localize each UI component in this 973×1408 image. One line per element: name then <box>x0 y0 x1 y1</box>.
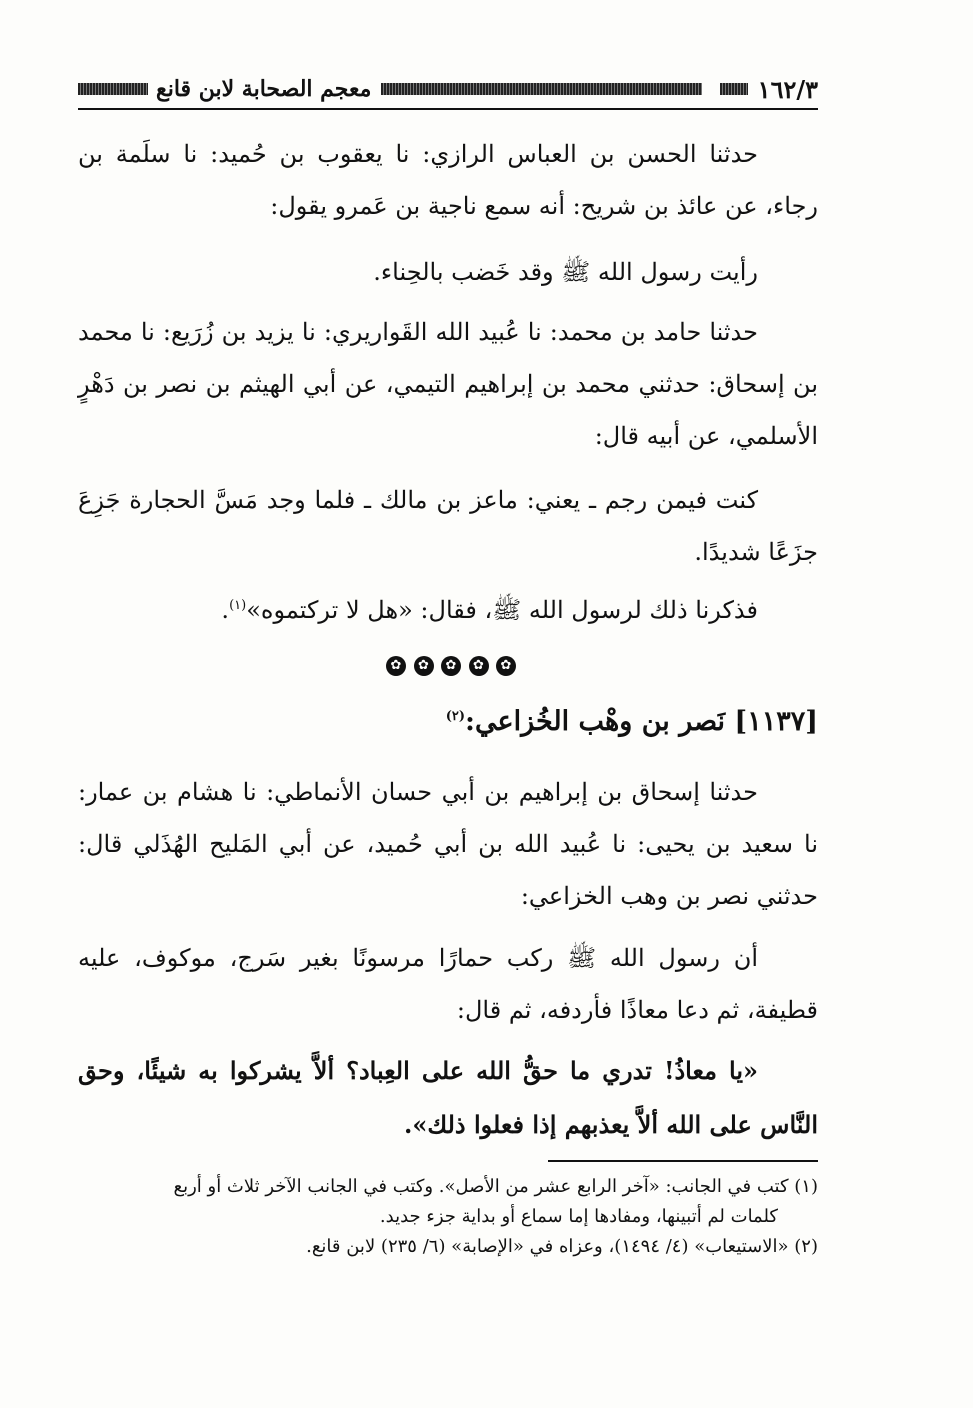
entry-title: [١١٣٧] نَصر بن وهْب الخُزاعي: <box>465 706 818 737</box>
star-ornament-icon: ✿ <box>414 656 434 676</box>
footnote-1: (١) كتب في الجانب: «آخر الرابع عشر من الأصل». وكتب في الجانب الآخر ثلاث أو أربع <box>173 1176 818 1197</box>
star-ornament-icon: ✿ <box>441 656 461 676</box>
footnote-separator <box>548 1160 818 1162</box>
hadith-text-paragraph: كنت فيمن رجم ـ يعني: ماعز بن مالك ـ فلما وجد مَسَّ الحجارة جَزِعَ جزَعًا شديدًا. <box>78 486 818 566</box>
star-ornament-icon: ✿ <box>496 656 516 676</box>
header-ornament-bar <box>381 83 701 95</box>
footnote-2: (٢) «الاستيعاب» (٤/ ١٤٩٤)، وعزاه في «الإصابة» (٦/ ٢٣٥) لابن قانع. <box>306 1236 818 1257</box>
hadith-chain-paragraph: حدثنا حامد بن محمد: نا عُبيد الله القَواريري: نا يزيد بن زُرَيع: نا محمد بن إسحاق: حدثني محمد بن إبراهيم التيمي، عن أبي الهيثم بن نصر بن دَهْرٍ الأسلمي، عن أبيه قال: <box>78 318 818 450</box>
entry-heading <box>78 696 818 748</box>
header-rule <box>78 108 818 110</box>
hadith-quote-paragraph: «يا معاذُ! تدري ما حقُّ الله على العِباد؟ ألاَّ يشركوا به شيئًا، وحق النَّاس على الله ألاَّ يعذبهم إذا فعلوا ذلك». <box>78 1056 818 1139</box>
hadith-text-paragraph: فذكرنا ذلك لرسول الله ﷺ، فقال: «هل لا تركتموه»$^{(١)}$. <box>221 596 758 624</box>
header-ornament-bar <box>720 83 748 95</box>
hadith-text-paragraph: رأيت رسول الله ﷺ وقد خَضب بالحِناء. <box>373 258 758 286</box>
star-ornament-icon: ✿ <box>386 656 406 676</box>
star-ornament-icon: ✿ <box>469 656 489 676</box>
footnotes <box>78 1172 818 1262</box>
hadith-chain-paragraph: حدثنا الحسن بن العباس الرازي: نا يعقوب بن حُميد: نا سلَمة بن رجاء، عن عائذ بن شريح: أنه سمع ناجية بن عَمرو يقول: <box>78 140 818 220</box>
footnote-ref: (١) <box>229 598 247 613</box>
header-ornament-bar <box>78 83 148 95</box>
book-title: معجم الصحابة لابن قانع <box>156 76 372 102</box>
footnote-1-continued: كلمات لم أتبينها، ومفادها إما سماع أو بداية جزء جديد. <box>379 1206 778 1227</box>
page-number: ١٦٢/٣ <box>757 74 818 104</box>
hadith-text-paragraph: أن رسول الله ﷺ ركب حمارًا مرسونًا بغير سَرج، موكوف، عليه قطيفة، ثم دعا معاذًا فأردفه، ثم قال: <box>78 944 818 1024</box>
running-header <box>78 72 818 106</box>
paragraph-text: فذكرنا ذلك لرسول الله ﷺ، فقال: «هل لا تركتموه» <box>246 596 758 624</box>
section-divider <box>386 656 516 680</box>
footnote-ref: (٢) <box>445 709 465 724</box>
hadith-chain-paragraph: حدثنا إسحاق بن إبراهيم بن أبي حسان الأنماطي: نا هشام بن عمار: نا سعيد بن يحيى: نا عُبيد الله بن أبي حُميد، عن أبي المَليح الهُذَلي قال: حدثني نصر بن وهب الخزاعي: <box>78 778 818 910</box>
